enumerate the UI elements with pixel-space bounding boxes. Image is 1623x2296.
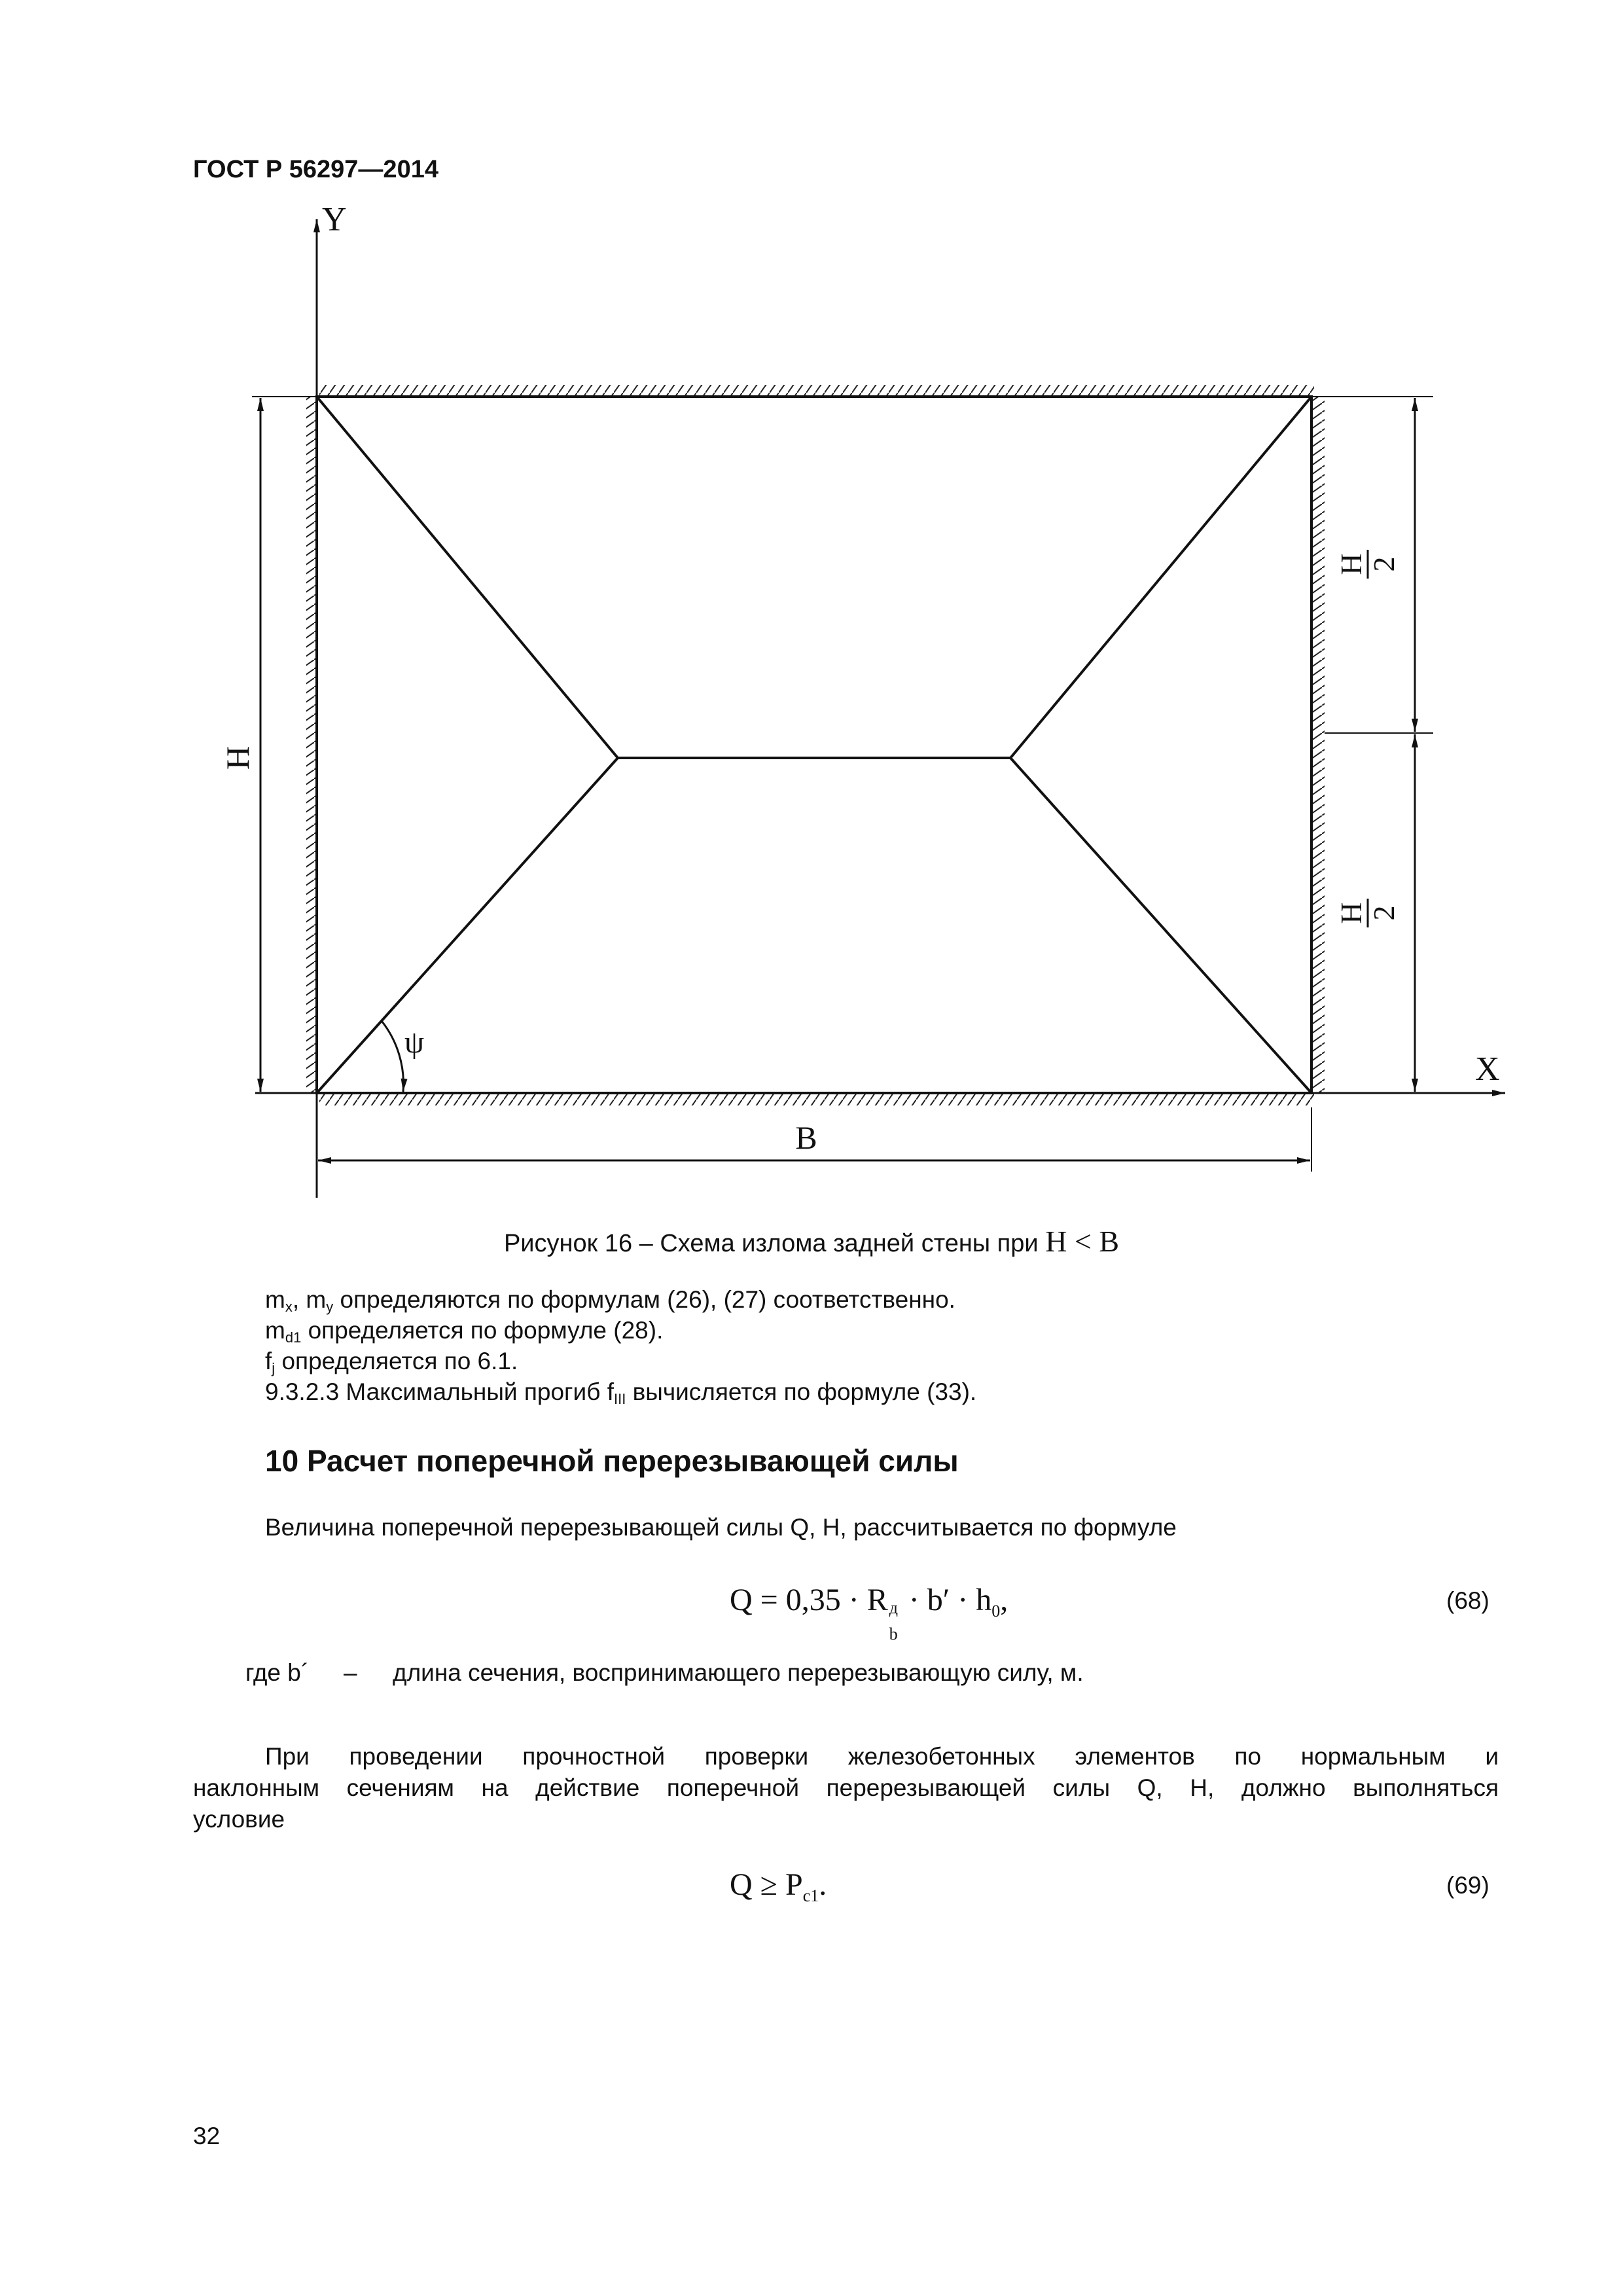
fracture-line	[1010, 397, 1311, 758]
where-dash: –	[344, 1659, 357, 1686]
figure-caption	[0, 1224, 1623, 1259]
right-support-hatch	[1313, 397, 1325, 1094]
fracture-line	[317, 758, 618, 1093]
note-line-3: $f_j$ определяется по 6.1.	[265, 1348, 518, 1376]
equation-number-69: (69)	[1446, 1872, 1489, 1899]
note-line-4: 9.3.2.3 Максимальный прогиб $f_{III}$ вычисляется по формуле (33).	[265, 1378, 977, 1407]
angle-arc	[382, 1022, 403, 1092]
equation-number-68: (68)	[1446, 1587, 1489, 1614]
where-definition: длина сечения, воспринимающего перерезывающую силу, м.	[393, 1659, 1084, 1686]
intro-text: Величина поперечной перерезывающей силы Q, Н, рассчитывается по формуле	[265, 1514, 1177, 1541]
condition-paragraph	[193, 1741, 1499, 1835]
note-line-1: $m_x$, $m_y$ определяются по формулам (26), (27) соответственно.	[265, 1286, 955, 1315]
paragraph-line-3: условие	[193, 1806, 285, 1833]
section-title: 10 Расчет поперечной перерезывающей силы	[265, 1444, 959, 1478]
where-lead: где b´	[245, 1659, 310, 1686]
page-number: 32	[193, 2123, 221, 2149]
caption-text: Рисунок 16 – Схема излома задней стены при	[503, 1230, 1039, 1257]
wall-outline	[317, 397, 1311, 1093]
note-line-2: $m_{d1}$ определяется по формуле (28).	[265, 1317, 664, 1346]
document-header: ГОСТ Р 56297—2014	[193, 156, 438, 183]
caption-math: H < B	[1045, 1225, 1120, 1258]
paragraph-line-2: наклонным сечениям на действие поперечной перерезывающей силы Q, Н, должно выполняться	[193, 1774, 1499, 1801]
half-upper-numerator: H	[1334, 553, 1368, 575]
formula-68: Q = 0,35 · R д b · $b' \cdot h_0$,	[730, 1583, 1008, 1643]
axis-x-label: X	[1475, 1050, 1500, 1088]
half-upper-denominator: 2	[1367, 556, 1400, 572]
fracture-line	[317, 397, 618, 758]
dimension-h-label: H	[219, 745, 256, 770]
half-lower-denominator: 2	[1367, 905, 1400, 921]
half-lower-numerator: H	[1334, 902, 1368, 924]
axis-y-label: Y	[322, 201, 347, 238]
dimension-b-label: B	[795, 1119, 817, 1156]
top-support-hatch	[319, 385, 1314, 397]
paragraph-line-1: При проведении прочностной проверки железобетонных элементов по нормальным и	[265, 1743, 1499, 1770]
formula-69: $Q \ge P_{c1}$.	[730, 1867, 827, 1905]
fracture-line	[1010, 758, 1311, 1093]
bottom-support-hatch	[319, 1094, 1314, 1105]
angle-psi-label: ψ	[404, 1025, 425, 1060]
